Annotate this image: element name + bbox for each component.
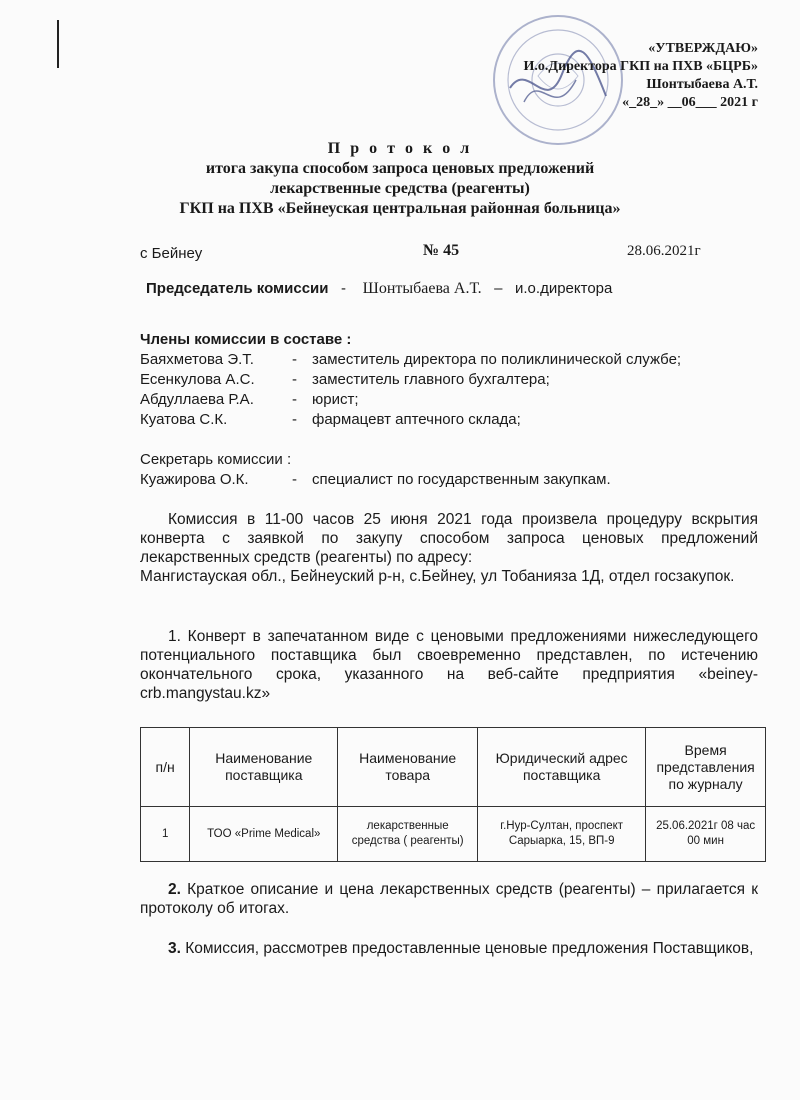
cell-product: лекарственные средства ( реагенты) (338, 807, 478, 862)
item-2-body (140, 880, 758, 918)
chairman-label: Председатель комиссии (146, 280, 329, 297)
member-dash: - (292, 391, 297, 408)
chairman-role: и.о.директора (515, 280, 613, 297)
title-heading: П р о т о к о л (327, 140, 473, 157)
cell-address: г.Нур-Султан, проспект Сарыарка, 15, ВП-9 (478, 807, 646, 862)
member-row (140, 370, 550, 390)
item-2-number: 2. (168, 881, 181, 898)
item-3-body (140, 939, 758, 958)
title-line-4: ГКП на ПХВ «Бейнеуская центральная районная больница» (179, 200, 621, 217)
table-header-row (141, 728, 766, 807)
item-2-text: Краткое описание и цена лекарственных средств (реагенты) – прилагается к протоколу об итогах. (140, 881, 758, 917)
member-name: Абдуллаева Р.А. (140, 391, 254, 408)
title-line-3: лекарственные средства (реагенты) (270, 180, 530, 197)
secretary-row (140, 470, 611, 490)
intro-paragraph (140, 510, 758, 586)
scan-edge-mark (57, 20, 59, 68)
approval-signatory: Шонтыбаева А.Т. (646, 77, 758, 92)
chairman-line (146, 280, 612, 298)
item-3-text: Комиссия, рассмотрев предоставленные ценовые предложения Поставщиков, (185, 940, 754, 957)
cell-supplier: ТОО «Prime Medical» (190, 807, 338, 862)
secretary-dash: - (292, 471, 297, 488)
place: с Бейнеу (140, 245, 203, 262)
table-row (141, 807, 766, 862)
secretary-heading: Секретарь комиссии : (140, 451, 292, 468)
member-role: заместитель главного бухгалтера; (312, 371, 550, 388)
spacer (140, 430, 351, 450)
item-1-number: 1. (168, 628, 181, 645)
item-1-text: Конверт в запечатанном виде с ценовыми предложениями нижеследующего потенциального поставщика был своевременно представлен, по истечению окончательного срока, указанного на веб-сайте предприятия «beiney-crb.mangystau.kz» (140, 628, 759, 702)
item-1 (140, 627, 758, 703)
member-row (140, 350, 682, 370)
supplier-table (140, 727, 766, 862)
intro-text: Комиссия в 11-00 часов 25 июня 2021 года произвела процедуру вскрытия конверта с заявкой по закупу способом запроса ценовых предложений лекарственных средств (реагенты) по адресу: (140, 511, 758, 566)
member-name: Куатова С.К. (140, 411, 228, 428)
item-3 (140, 939, 758, 958)
secretary-name: Куажирова О.К. (140, 471, 249, 488)
protocol-date: 28.06.2021г (627, 243, 701, 259)
member-role: фармацевт аптечного склада; (312, 411, 521, 428)
item-2 (140, 880, 758, 918)
chairman-dash-2: – (494, 280, 503, 297)
approval-block (468, 40, 758, 112)
member-dash: - (292, 411, 297, 428)
member-row (140, 410, 521, 430)
approval-title: «УТВЕРЖДАЮ» (648, 41, 758, 56)
approval-date: «_28_» __06___ 2021 г (622, 95, 758, 110)
document-title (140, 139, 660, 219)
member-role: заместитель директора по поликлинической службе; (312, 351, 682, 368)
intro-address: Мангистауская обл., Бейнеуский р-н, с.Бейнеу, ул Тобанияза 1Д, отдел госзакупок. (140, 568, 735, 585)
col-header-num: п/н (141, 728, 190, 807)
cell-time: 25.06.2021г 08 час 00 мин (646, 807, 766, 862)
members-block (140, 330, 682, 490)
cell-num: 1 (141, 807, 190, 862)
col-header-supplier: Наименование поставщика (190, 728, 338, 807)
chairman-name: Шонтыбаева А.Т. (362, 280, 482, 297)
member-name: Есенкулова А.С. (140, 371, 255, 388)
col-header-time: Время представления по журналу (646, 728, 766, 807)
secretary-role: специалист по государственным закупкам. (312, 471, 611, 488)
col-header-product: Наименование товара (338, 728, 478, 807)
members-heading: Члены комиссии в составе : (140, 331, 352, 348)
item-3-number: 3. (168, 940, 181, 957)
protocol-number: № 45 (423, 242, 460, 259)
member-name: Баяхметова Э.Т. (140, 351, 254, 368)
member-role: юрист; (312, 391, 359, 408)
member-dash: - (292, 371, 297, 388)
member-row (140, 390, 359, 410)
chairman-dash: - (341, 280, 346, 297)
item-1-body (140, 627, 758, 703)
title-line-2: итога закупа способом запроса ценовых предложений (205, 160, 595, 177)
col-header-address: Юридический адрес поставщика (478, 728, 646, 807)
approval-position: И.о.Директора ГКП на ПХВ «БЦРБ» (523, 59, 758, 74)
member-dash: - (292, 351, 297, 368)
